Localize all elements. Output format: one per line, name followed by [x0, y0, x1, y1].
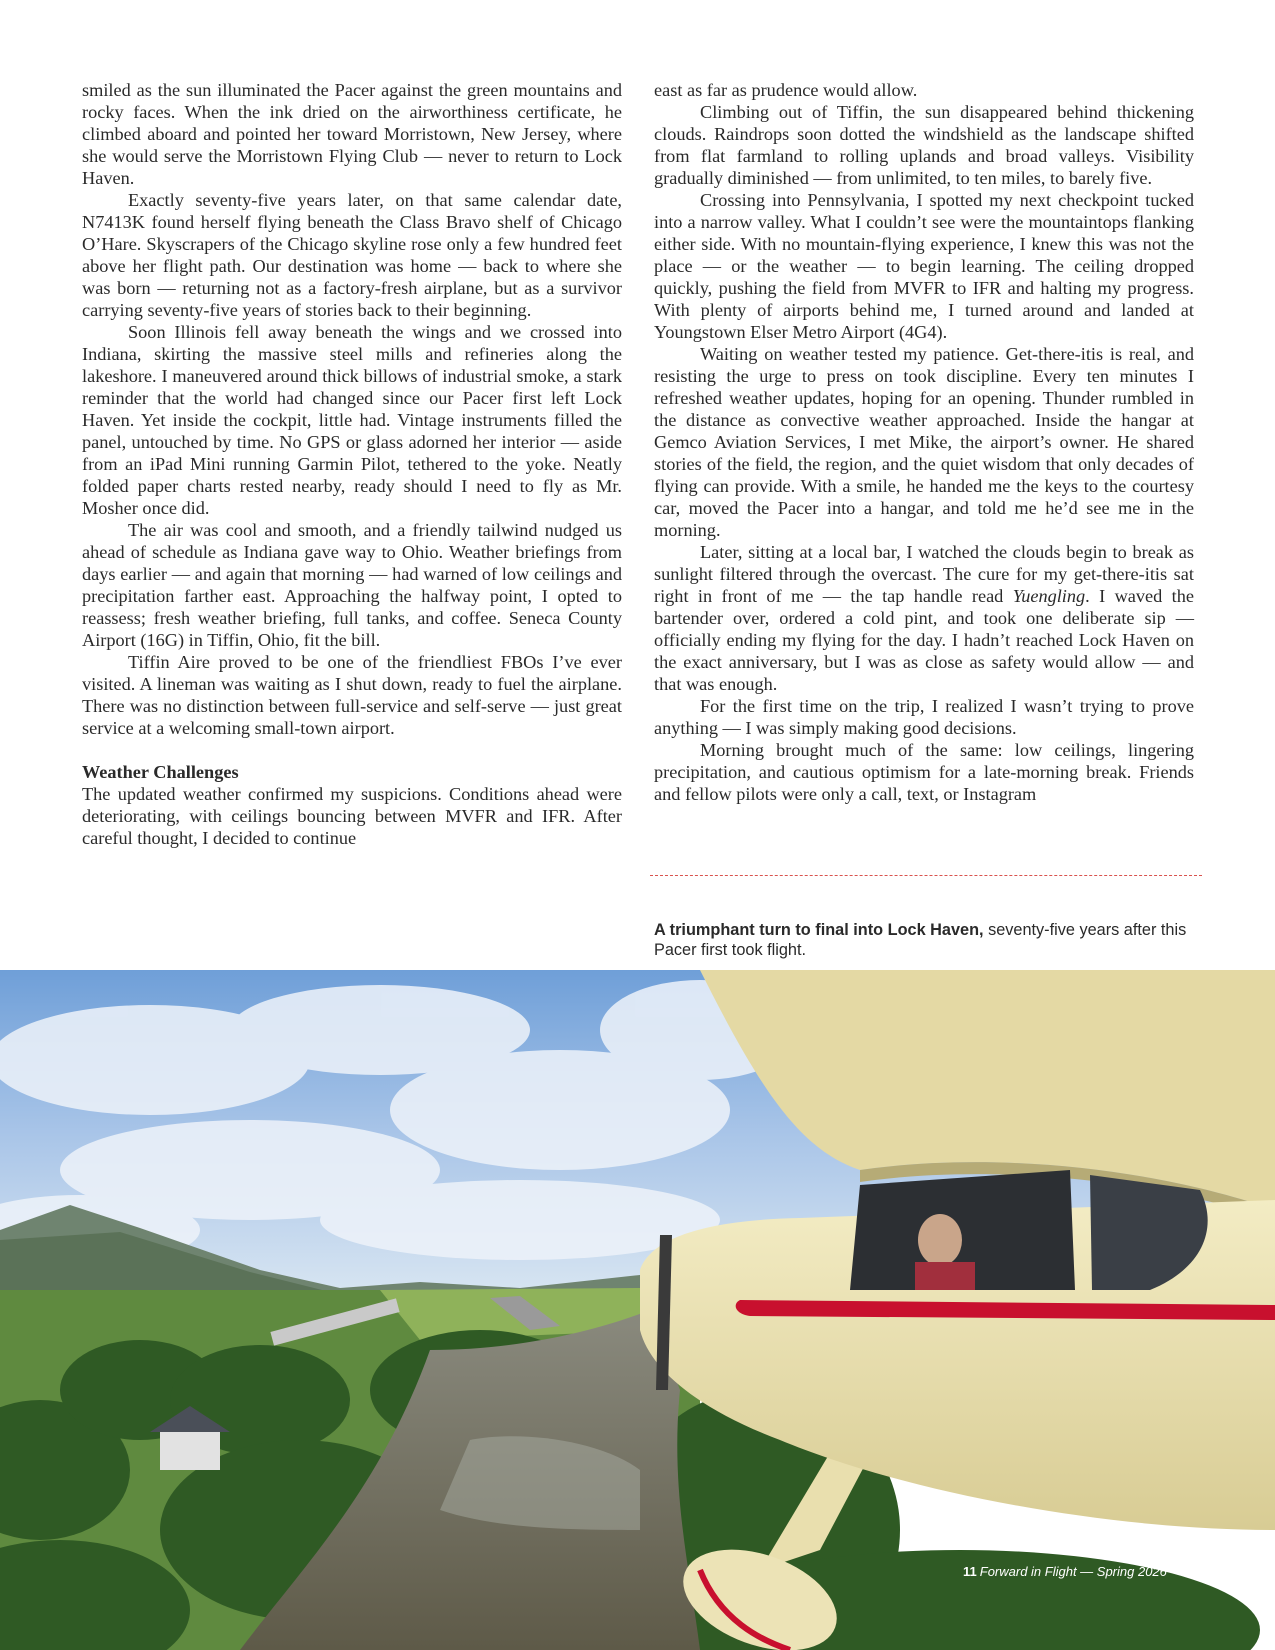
paragraph-text: Later, sitting at a local bar, I watched the clouds begin to break as sunlight filtered through the overcast. The cure for my get-there-itis sat right in front of me — the tap handle read: [654, 542, 1194, 606]
page-footer: [963, 1564, 1167, 1579]
caption-text: seventy-five years after this Pacer first took flight.: [654, 921, 1187, 959]
paragraph: Climbing out of Tiffin, the sun disappeared behind thickening clouds. Raindrops soon dotted the windshield as the landscape shifted from flat farmland to rolling uplands and broad valleys. Visibility gradually diminished — from unlimited, to ten miles, to barely five.: [654, 102, 1194, 188]
paragraph: Morning brought much of the same: low ceilings, lingering precipitation, and cautious optimism for a late-morning break. Friends and fellow pilots were only a call, text, or Instagram: [654, 740, 1194, 804]
caption-divider: [650, 875, 1202, 876]
beer-name: Yuengling: [1012, 586, 1086, 606]
paragraph: Tiffin Aire proved to be one of the friendliest FBOs I’ve ever visited. A lineman was waiting as I shut down, ready to fuel the airplane. There was no distinction between full-service and self-serve — just great service at a welcoming small-town airport.: [82, 652, 622, 738]
paragraph: Soon Illinois fell away beneath the wings and we crossed into Indiana, skirting the massive steel mills and refineries along the lakeshore. I maneuvered around thick billows of industrial smoke, a stark reminder that the world had changed since our Pacer first left Lock Haven. Yet inside the cockpit, little had. Vintage instruments filled the panel, untouched by time. No GPS or glass adorned her interior — aside from an iPad Mini running Garmin Pilot, tethered to the yoke. Neatly folded paper charts rested nearby, ready should I need to fly as Mr. Mosher once did.: [82, 322, 622, 518]
caption-bold: A triumphant turn to final into Lock Haven,: [654, 921, 984, 939]
left-column: [82, 79, 622, 849]
paragraph: For the first time on the trip, I realized I wasn’t trying to prove anything — I was simply making good decisions.: [654, 696, 1194, 738]
paragraph: The updated weather confirmed my suspicions. Conditions ahead were deteriorating, with ceilings bouncing between MVFR and IFR. After careful thought, I decided to continue: [82, 784, 622, 848]
photo-caption: [654, 920, 1214, 960]
paragraph: The air was cool and smooth, and a friendly tailwind nudged us ahead of schedule as Indiana gave way to Ohio. Weather briefings from days earlier — and again that morning — had warned of low ceilings and precipitation farther east. Approaching the halfway point, I opted to reassess; fresh weather briefing, full tanks, and coffee. Seneca County Airport (16G) in Tiffin, Ohio, fit the bill.: [82, 520, 622, 650]
pilot: [918, 1214, 962, 1266]
section-heading: Weather Challenges: [82, 762, 239, 782]
paragraph: Exactly seventy-five years later, on that same calendar date, N7413K found herself flying beneath the Class Bravo shelf of Chicago O’Hare. Skyscrapers of the Chicago skyline rose only a few hundred feet above her flight path. Our destination was home — back to where she was born — returning not as a factory-fresh airplane, but as a survivor carrying seventy-five years of stories back to their beginning.: [82, 190, 622, 320]
right-column: [654, 79, 1194, 805]
paragraph: Waiting on weather tested my patience. Get-there-itis is real, and resisting the urge to press on took discipline. Every ten minutes I refreshed weather updates, hoping for an opening. Thunder rumbled in the distance as convective weather approached. Inside the hangar at Gemco Aviation Services, I met Mike, the airport’s owner. He shared stories of the field, the region, and the quiet wisdom that only decades of flying can provide. With a smile, he handed me the keys to the courtesy car, moved the Pacer into a hangar, and told me he’d see me in the morning.: [654, 344, 1194, 540]
paragraph: [654, 541, 1194, 695]
paragraph: smiled as the sun illuminated the Pacer against the green mountains and rocky faces. When the ink dried on the airworthiness certificate, he climbed aboard and pointed her toward Morristown, New Jersey, where she would serve the Morristown Flying Club — never to return to Lock Haven.: [82, 80, 622, 188]
page-number: 11: [963, 1564, 977, 1579]
paragraph: Crossing into Pennsylvania, I spotted my next checkpoint tucked into a narrow valley. What I couldn’t see were the mountaintops flanking either side. With no mountain-flying experience, I knew this was not the place — or the weather — to begin learning. The ceiling dropped quickly, pushing the field from MVFR to IFR and halting my progress. With plenty of airports behind me, I turned around and landed at Youngstown Elser Metro Airport (4G4).: [654, 190, 1194, 342]
aerial-photo: [0, 970, 1275, 1650]
paragraph-text: . I waved the bartender over, ordered a cold pint, and took one deliberate sip — officially ending my flying for the day. I hadn’t reached Lock Haven on the exact anniversary, but I was as close as safety would allow — and that was enough.: [654, 586, 1194, 694]
publication-name: Forward in Flight — Spring 2026: [979, 1564, 1167, 1579]
paragraph: east as far as prudence would allow.: [654, 80, 918, 100]
